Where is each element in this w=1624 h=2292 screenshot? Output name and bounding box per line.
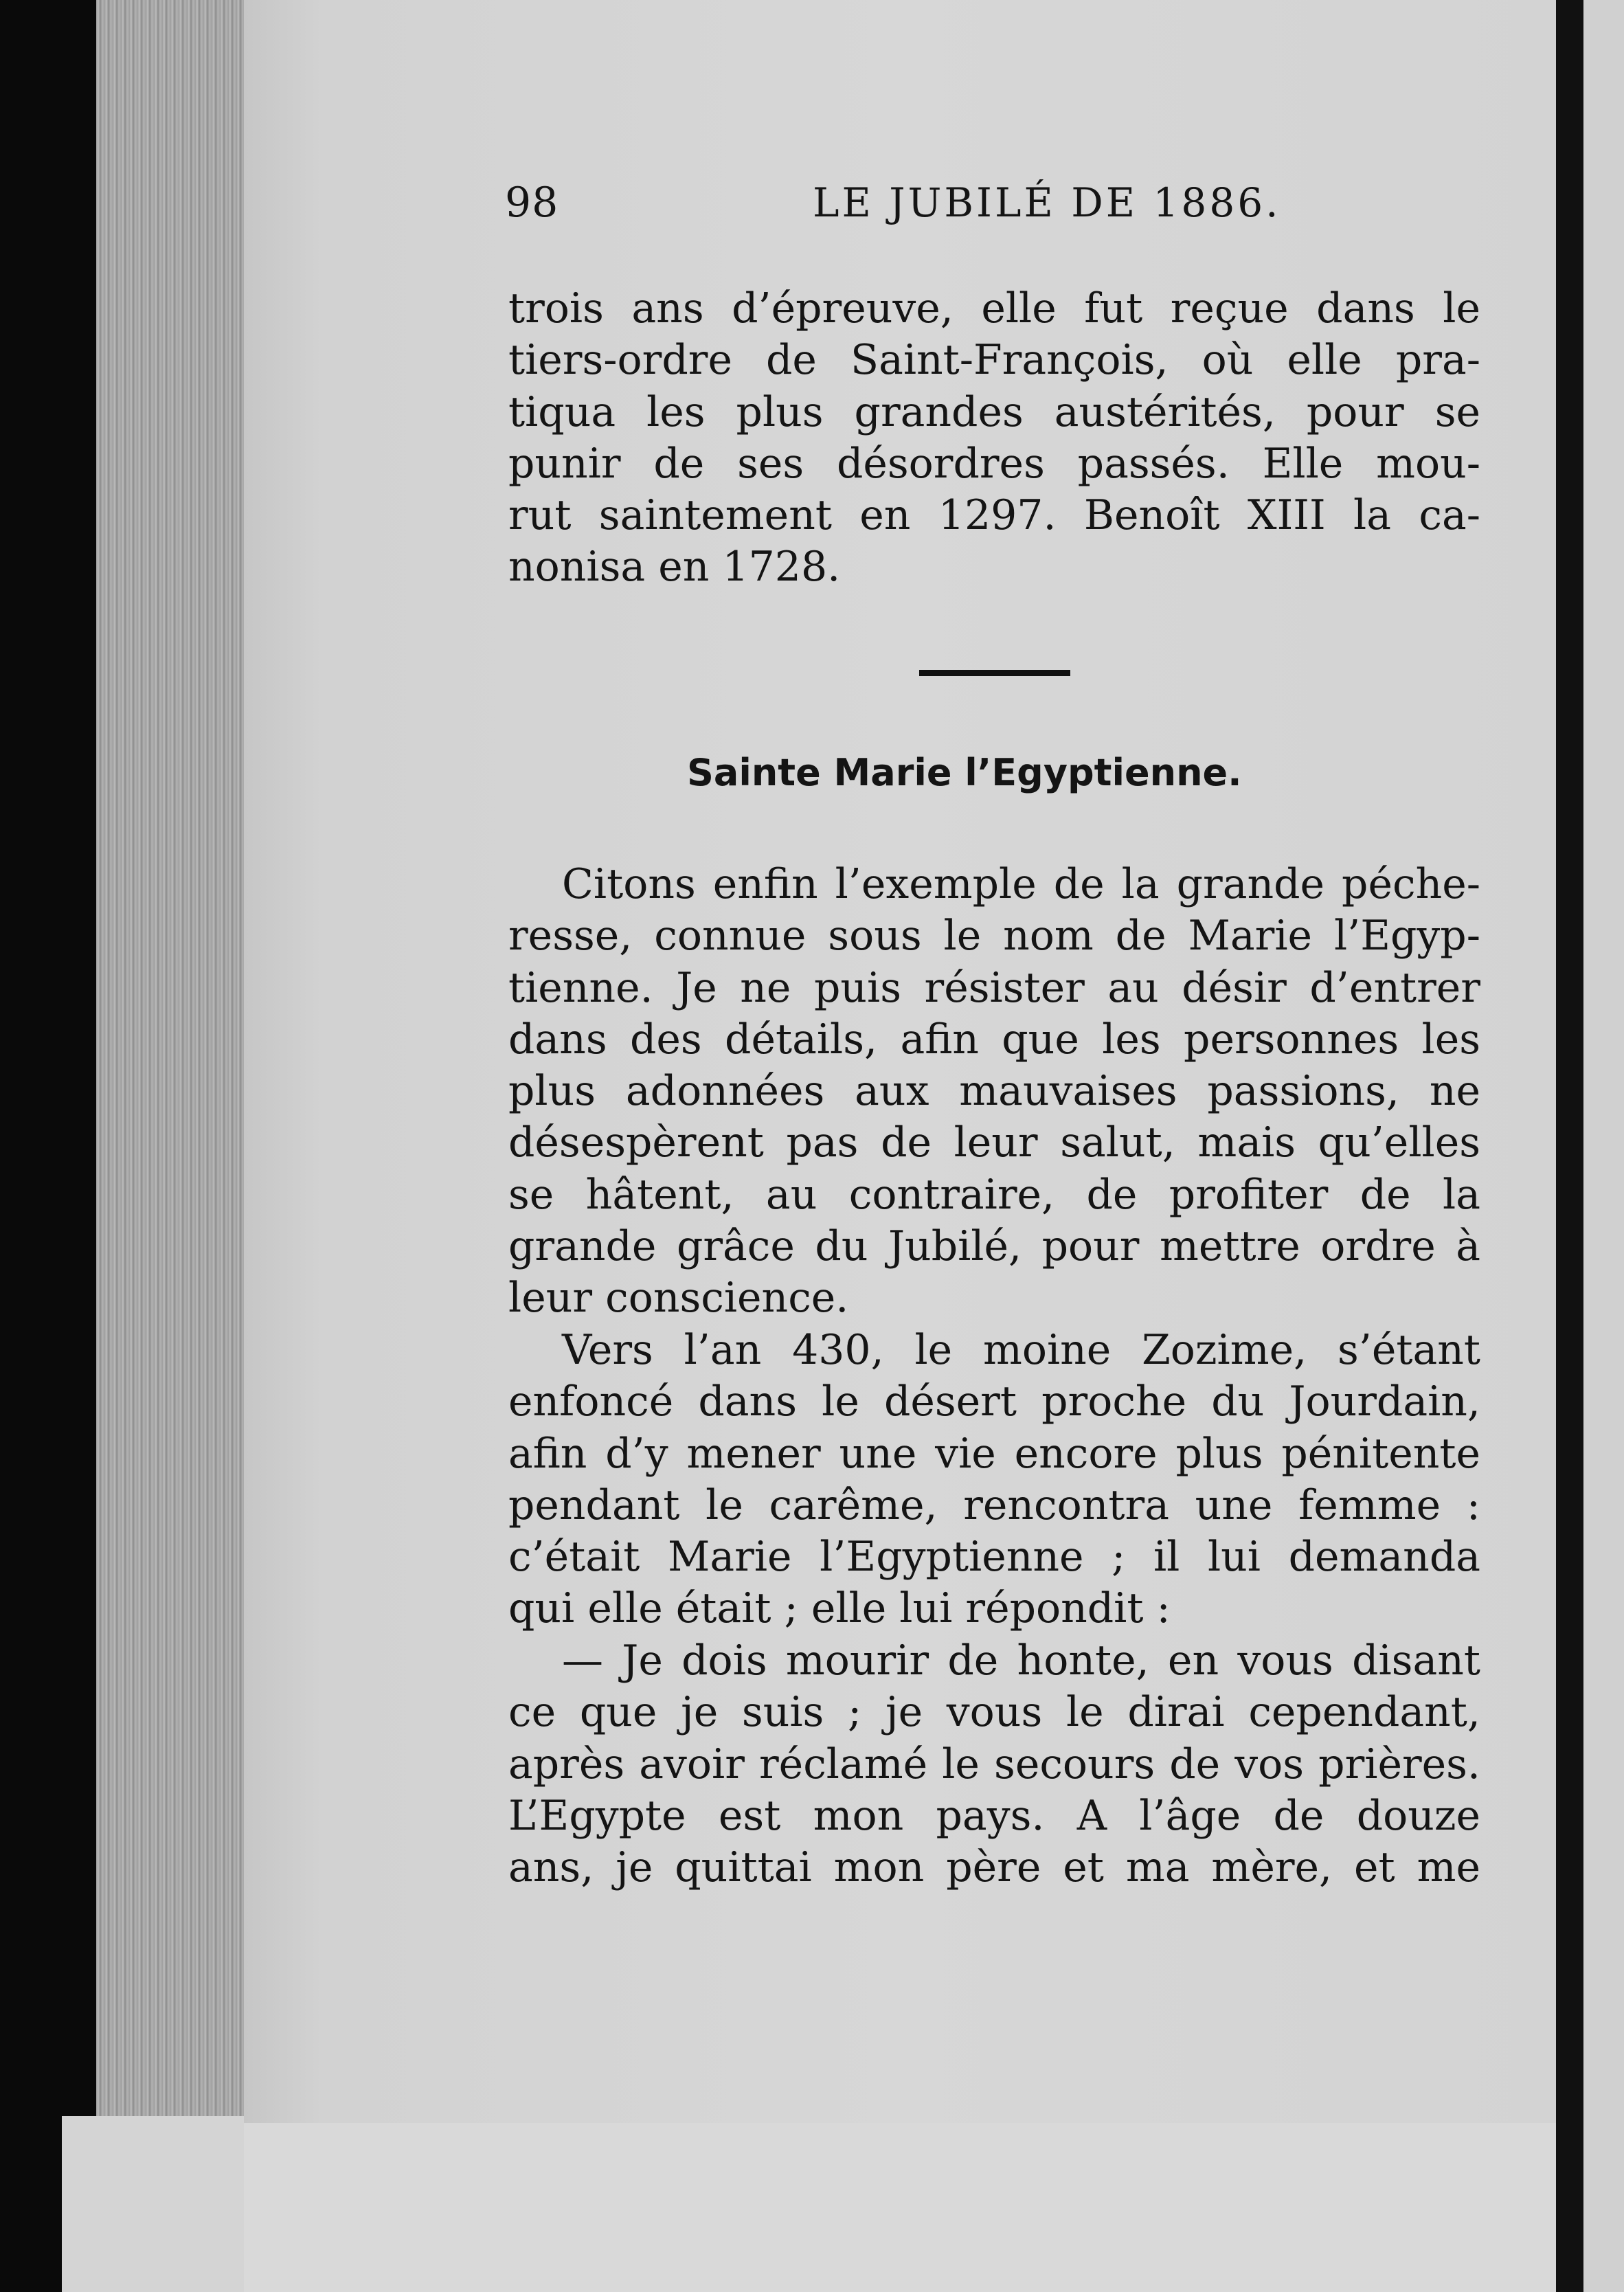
section-heading: Sainte Marie l’Egyptienne. bbox=[687, 751, 1242, 794]
page-bottom-margin bbox=[244, 2123, 1556, 2292]
paragraph-1 bbox=[508, 283, 1480, 594]
text-line: resse, connue sous le nom de Marie l’Egyp- bbox=[508, 912, 1480, 960]
text-line: nonisa en 1728. bbox=[508, 543, 841, 592]
book-page-edges bbox=[96, 0, 244, 2292]
text-line: Citons enfin l’exemple de la grande péche- bbox=[562, 860, 1480, 908]
running-head bbox=[505, 175, 1281, 230]
text-line: grande grâce du Jubilé, pour mettre ordre à bbox=[508, 1222, 1480, 1271]
text-line: tienne. Je ne puis résister au désir d’entrer bbox=[508, 963, 1480, 1012]
text-line: enfoncé dans le désert proche du Jourdain, bbox=[508, 1378, 1480, 1426]
text-line: trois ans d’épreuve, elle fut reçue dans le bbox=[508, 284, 1480, 333]
text-line: se hâtent, au contraire, de profiter de la bbox=[508, 1170, 1480, 1219]
text-line: ans, je quittai mon père et ma mère, et me bbox=[508, 1843, 1480, 1892]
text-line: leur conscience. bbox=[508, 1274, 849, 1323]
page-number: 98 bbox=[505, 179, 559, 227]
book-page-edges-bottom bbox=[62, 2116, 247, 2292]
text-line: tiqua les plus grandes austérités, pour se bbox=[508, 387, 1480, 436]
paragraph-4 bbox=[508, 1635, 1480, 1894]
text-line: — Je dois mourir de honte, en vous disant bbox=[562, 1637, 1480, 1685]
text-line: plus adonnées aux mauvaises passions, ne bbox=[508, 1067, 1480, 1116]
text-line: après avoir réclamé le secours de vos prières. bbox=[508, 1740, 1480, 1788]
text-line: désespèrent pas de leur salut, mais qu’elles bbox=[508, 1119, 1480, 1167]
text-line: L’Egypte est mon pays. A l’âge de douze bbox=[508, 1791, 1480, 1840]
text-line: qui elle était ; elle lui répondit : bbox=[508, 1584, 1171, 1633]
right-page-edge bbox=[1556, 0, 1583, 2292]
text-line: pendant le carême, rencontra une femme : bbox=[508, 1481, 1480, 1529]
paragraph-2 bbox=[508, 859, 1480, 1325]
section-separator-rule bbox=[919, 670, 1070, 676]
right-scan-margin bbox=[1583, 0, 1624, 2292]
paragraph-3 bbox=[508, 1325, 1480, 1635]
text-line: rut saintement en 1297. Benoît XIII la ca- bbox=[508, 491, 1480, 540]
text-line: punir de ses désordres passés. Elle mou- bbox=[508, 439, 1480, 488]
text-line: Vers l’an 430, le moine Zozime, s’étant bbox=[562, 1326, 1480, 1374]
text-line: ce que je suis ; je vous le dirai cependant, bbox=[508, 1688, 1480, 1737]
running-title: LE JUBILÉ DE 1886. bbox=[813, 179, 1281, 226]
text-line: afin d’y mener une vie encore plus pénitente bbox=[508, 1429, 1480, 1478]
text-line: c’était Marie l’Egyptienne ; il lui demanda bbox=[508, 1533, 1480, 1582]
text-line: dans des détails, afin que les personnes les bbox=[508, 1015, 1480, 1064]
text-line: tiers-ordre de Saint-François, où elle pra- bbox=[508, 336, 1480, 385]
left-scan-margin bbox=[0, 0, 96, 2292]
